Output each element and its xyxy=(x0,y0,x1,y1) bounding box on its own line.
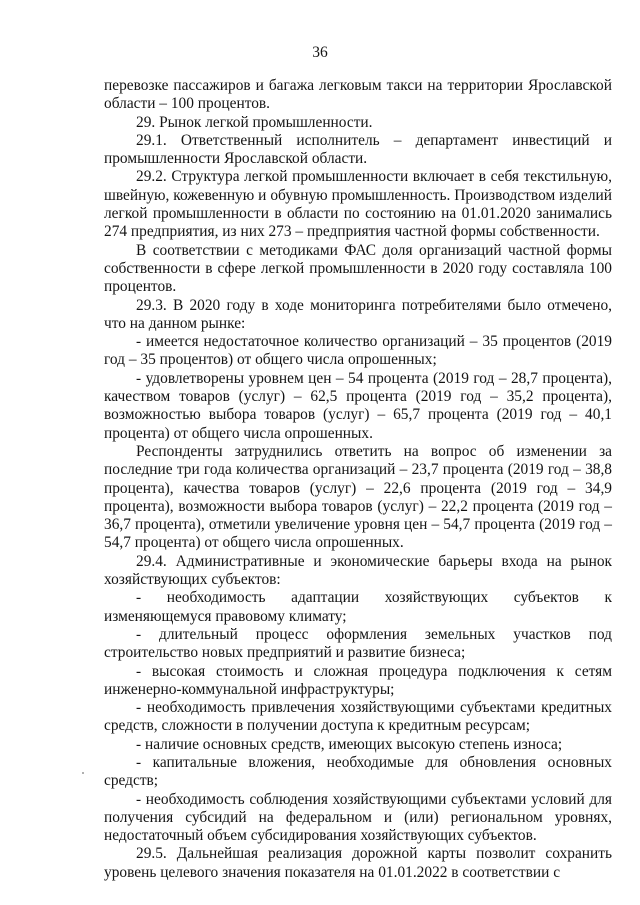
barrier-list-item: - капитальные вложения, необходимые для обновления основных средств; xyxy=(104,753,612,790)
paragraph-respondents: Респонденты затруднились ответить на вопрос об изменении за последние три года количества организаций – 23,7 процента (2019 год – 38,8 процента), качества товаров (услуг) – 22,6 процента (2019 год – 34,9 процента), возможности выбора товаров (услуг) – 22,2 процента (2019 год – 36,7 процента), отметили увеличение уровня цен – 54,7 процента (2019 год – 54,7 процента) от общего числа опрошенных. xyxy=(104,442,612,552)
document-body xyxy=(104,77,612,882)
scan-speck xyxy=(82,772,84,774)
paragraph-continuation: перевозке пассажиров и багажа легковым такси на территории Ярославской области – 100 процентов. xyxy=(104,77,612,113)
barrier-list-item: - необходимость адаптации хозяйствующих субъектов к изменяющемуся правовому климату; xyxy=(104,589,612,625)
section-29-heading: 29. Рынок легкой промышленности. xyxy=(136,113,373,131)
list-item-organizations: - имеется недостаточное количество организаций – 35 процентов (2019 год – 35 процентов) от общего числа опрошенных; xyxy=(104,333,612,369)
section-29-4: 29.4. Административные и экономические барьеры входа на рынок хозяйствующих субъектов: xyxy=(104,552,612,589)
section-29-5: 29.5. Дальнейшая реализация дорожной карты позволит сохранить уровень целевого значения показателя на 01.01.2022 в соответствии с xyxy=(104,845,612,881)
paragraph-fas-share: В соответствии с методиками ФАС доля организаций частной формы собственности в сфере легкой промышленности в 2020 году составляла 100 процентов. xyxy=(104,241,612,296)
barrier-list-item: - наличие основных средств, имеющих высокую степень износа; xyxy=(136,735,563,753)
barrier-list-item: - необходимость соблюдения хозяйствующими субъектами условий для получения субсидий на федеральном и (или) региональном уровнях, недостаточный объем субсидирования хозяйствующих субъектов. xyxy=(104,790,612,845)
section-29-2: 29.2. Структура легкой промышленности включает в себя текстильную, швейную, кожевенную и обувную промышленность. Производством изделий легкой промышленности в области по состоянию на 01.01.2020 занимались 274 предприятия, из них 273 – предприятия частной формы собственности. xyxy=(104,168,612,241)
page-number: 36 xyxy=(312,44,328,61)
section-29-1: 29.1. Ответственный исполнитель – департамент инвестиций и промышленности Ярославской области. xyxy=(104,131,612,168)
barrier-list-item: - длительный процесс оформления земельных участков под строительство новых предприятий и развитие бизнеса; xyxy=(104,625,612,662)
barrier-list-item: - высокая стоимость и сложная процедура подключения к сетям инженерно-коммунальной инфраструктуры; xyxy=(104,662,612,698)
section-29-3: 29.3. В 2020 году в ходе мониторинга потребителями было отмечено, что на данном рынке: xyxy=(104,296,612,332)
list-item-satisfied: - удовлетворены уровнем цен – 54 процента (2019 год – 28,7 процента), качеством товаров (услуг) – 62,5 процента (2019 год – 35,2 процента), возможностью выбора товаров (услуг) – 65,7 процента (2019 год – 40,1 процента) от общего числа опрошенных. xyxy=(104,369,612,442)
barrier-list-item: - необходимость привлечения хозяйствующими субъектами кредитных средств, сложности в получении доступа к кредитным ресурсам; xyxy=(104,699,612,735)
